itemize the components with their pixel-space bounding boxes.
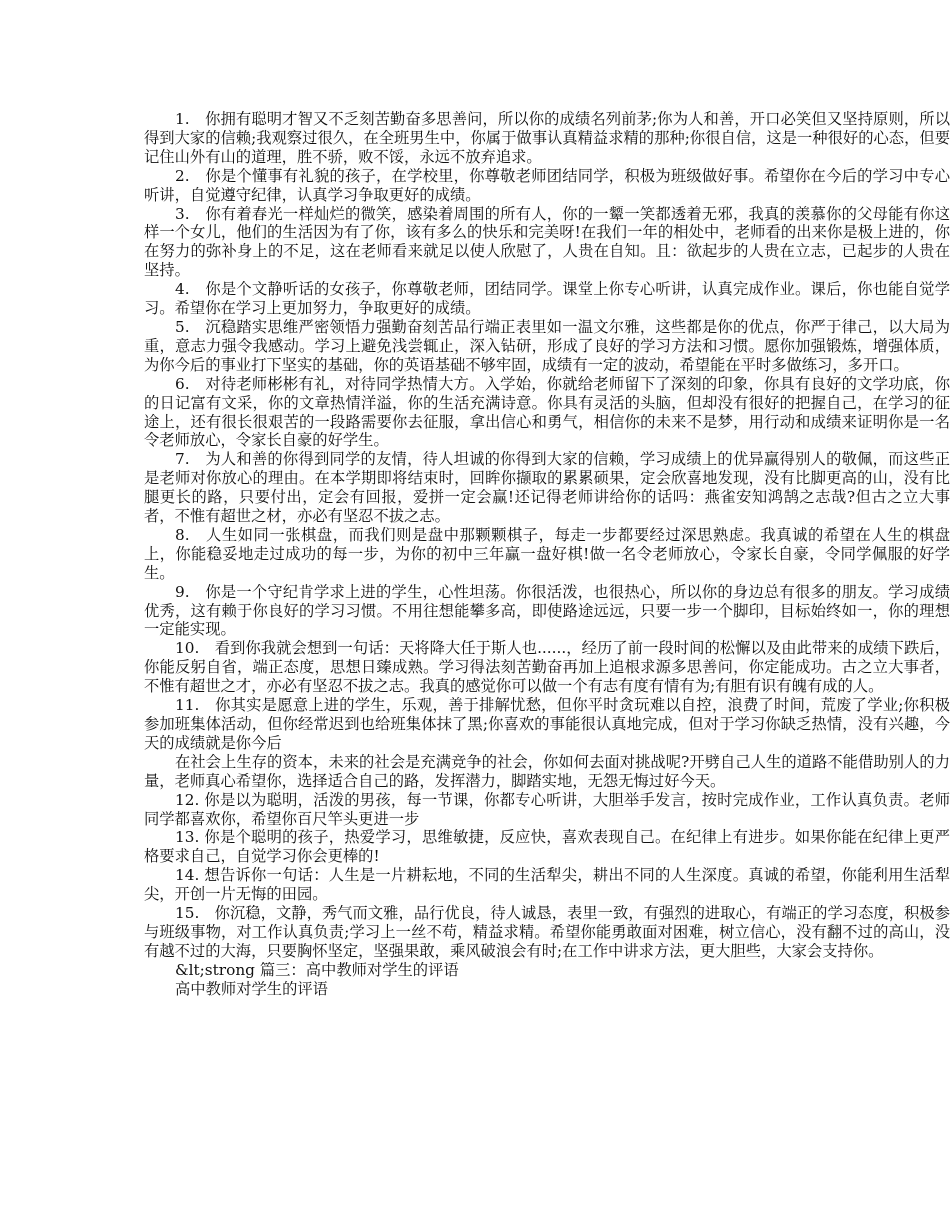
section-heading: &lt;strong 篇三：高中教师对学生的评语 <box>175 960 459 979</box>
paragraph-7: 7. 为人和善的你得到同学的友情，待人坦诚的你得到大家的信赖，学习成绩上的优异赢得别人的敬佩，而这些正是老师对你放心的理由。在本学期即将结束时，回眸你撷取的累累硕果，定会欣喜地发现，没有比脚更高的山，没有比腿更长的路，只要付出，定会有回报，爱拼一定会赢!还记得老师讲给你的话吗：燕雀安知鸿鹄之志哉?但古之立大事者，不惟有超世之材，亦必有坚忍不拔之志。 <box>144 450 950 526</box>
paragraph-14: 14. 想告诉你一句话：人生是一片耕耘地，不同的生活犁尖，耕出不同的人生深度。真诚的希望，你能利用生活犁尖，开创一片无悔的田园。 <box>144 866 950 904</box>
paragraph-15: 15. 你沉稳，文静，秀气而文雅，品行优良，待人诚恳，表里一致，有强烈的进取心，有端正的学习态度，积极参与班级事物，对工作认真负责;学习上一丝不苟，精益求精。希望你能勇敢面对困难，树立信心，没有翻不过的高山，没有越不过的大海，只要胸怀坚定，坚强果敢，乘风破浪会有时;在工作中讲求方法，更大胆些，大家会支持你。 <box>144 904 950 960</box>
paragraph-12: 12. 你是以为聪明，活泼的男孩，每一节课，你都专心听讲，大胆举手发言，按时完成作业，工作认真负责。老师同学都喜欢你，希望你百尺竿头更进一步 <box>144 790 950 828</box>
paragraph-5: 5. 沉稳踏实思维严密领悟力强勤奋刻苦品行端正表里如一温文尔雅，这些都是你的优点，你严于律己，以大局为重，意志力强令我感动。学习上避免浅尝辄止，深入钻研，形成了良好的学习方法和习惯。愿你加强锻炼，增强体质，为你今后的事业打下坚实的基础，你的英语基础不够牢固，成绩有一定的波动，希望能在平时多做练习，多开口。 <box>144 317 950 374</box>
paragraph-8: 8. 人生如同一张棋盘，而我们则是盘中那颗颗棋子，每走一步都要经过深思熟虑。我真诚的希望在人生的棋盘上，你能稳妥地走过成功的每一步，为你的初中三年赢一盘好棋!做一名令老师放心，令家长自豪，令同学佩服的好学生。 <box>144 525 950 582</box>
paragraph-4: 4. 你是个文静听话的女孩子，你尊敬老师，团结同学。课堂上你专心听讲，认真完成作业。课后，你也能自觉学习。希望你在学习上更加努力，争取更好的成绩。 <box>144 280 950 318</box>
paragraph-10: 10. 看到你我就会想到一句话：天将降大任于斯人也......，经历了前一段时间的松懈以及由此带来的成绩下跌后，你能反躬自省，端正态度，思想日臻成熟。学习得法刻苦勤奋再加上追根求源多思善问，你定能成功。古之立大事者，不惟有超世之才，亦必有坚忍不拔之志。我真的感觉你可以做一个有志有度有情有为;有胆有识有魄有成的人。 <box>144 639 950 696</box>
paragraph-9: 9. 你是一个守纪肯学求上进的学生，心性坦荡。你很活泼，也很热心，所以你的身边总有很多的朋友。学习成绩优秀，这有赖于你良好的学习习惯。不用往想能攀多高，即使路途远远，只要一步一个脚印，目标始终如一，你的理想一定能实现。 <box>144 582 950 639</box>
paragraph-6: 6. 对待老师彬彬有礼，对待同学热情大方。入学始，你就给老师留下了深刻的印象，你具有良好的文学功底，你的日记富有文采，你的文章热情洋溢，你的生活充满诗意。你具有灵活的头脑，但却没有很好的把握自己，在学习的征途上，还有很长很艰苦的一段路需要你去征服，拿出信心和勇气，相信你的未来不是梦，用行动和成绩来证明你是一名令老师放心，令家长自豪的好学生。 <box>144 374 950 450</box>
paragraph-1: 1. 你拥有聪明才智又不乏刻苦勤奋多思善问，所以你的成绩名列前茅;你为人和善，开口必笑但又坚持原则，所以得到大家的信赖;我观察过很久，在全班男生中，你属于做事认真精益求精的那种;你很自信，这是一种很好的心态，但要记住山外有山的道理，胜不骄，败不馁，永远不放弃追求。 <box>144 110 950 166</box>
paragraph-11-continued: 在社会上生存的资本，未来的社会是充满竞争的社会，你如何去面对挑战呢?开劈自己人生的道路不能借助别人的力量，老师真心希望你，选择适合自己的路，发挥潜力，脚踏实地，无怨无悔过好今天。 <box>144 752 950 790</box>
document-page <box>144 110 950 999</box>
paragraph-13: 13. 你是个聪明的孩子，热爱学习，思维敏捷，反应快，喜欢表现自己。在纪律上有进步。如果你能在纪律上更严格要求自己，自觉学习你会更棒的! <box>144 828 950 866</box>
paragraph-11: 11. 你其实是愿意上进的学生，乐观，善于排解忧愁，但你平时贪玩难以自控，浪费了时间，荒废了学业;你积极参加班集体活动，但你经常迟到也给班集体抹了黑;你喜欢的事能很认真地完成，但对于学习你缺乏热情，没有兴趣，今天的成绩就是你今后 <box>144 696 950 752</box>
paragraph-2: 2. 你是个懂事有礼貌的孩子，在学校里，你尊敬老师团结同学，积极为班级做好事。希望你在今后的学习中专心听讲，自觉遵守纪律，认真学习争取更好的成绩。 <box>144 166 950 204</box>
paragraph-3: 3. 你有着春光一样灿烂的微笑，感染着周围的所有人，你的一颦一笑都透着无邪，我真的羡慕你的父母能有你这样一个女儿，他们的生活因为有了你，该有多么的快乐和完美呀!在我们一年的相处中，老师看的出来你是极上进的，你在努力的弥补身上的不足，这在老师看来就足以使人欣慰了，人贵在自知。且：欲起步的人贵在立志，已起步的人贵在坚持。 <box>144 204 950 280</box>
section-subtitle: 高中教师对学生的评语 <box>175 979 328 998</box>
